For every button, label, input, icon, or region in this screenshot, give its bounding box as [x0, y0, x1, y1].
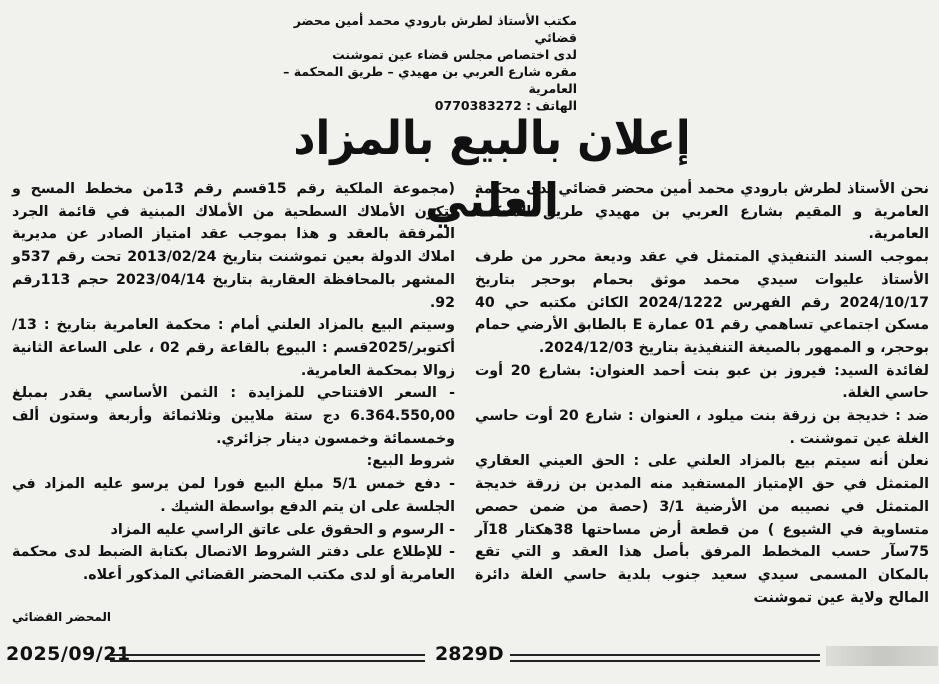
header-phone: الهاتف : 0770383272 — [434, 98, 577, 113]
newspaper-logo-watermark — [826, 646, 938, 666]
condition-payment: - دفع خمس 5/1 مبلغ البيع فورا لمن يرسو عليه المزاد في الجلسة على ان يتم الدفع بواسطة الشيك . — [12, 476, 455, 515]
footer-code: 2829D — [435, 643, 504, 665]
paragraph-opening-price: - السعر الافتتاحي للمزايدة : الثمن الأساسي يقدر بمبلغ 6.364.550,00 دج ستة ملايين وثلاثمائة وأربعة وستون ألف وخمسمائة وخمسون دينار جزائري. — [12, 385, 455, 447]
conditions-heading: شروط البيع: — [366, 453, 455, 470]
paragraph-sale-object: نعلن أنه سيتم بيع بالمزاد العلني على : الحق العيني العقاري المتمثل في حق الإمتياز المستفيد منه المدين بن زرقة خديجة المتمثل في نصيبه من الأرضية 3/1 (حصة من ضمن حصص متساوية في الشيوع ) من قطعة أرض مساحتها 38هكتار 18آر 75سآر حسب المخطط المرفق بأصل هذا العقد و التي تقع بالمكان المسمى سيدي سعيد جنوب بلدية حاسي الغلة دائرة المالح ولاية عين تموشنت — [475, 453, 929, 606]
header-jurisdiction: لدى اختصاص مجلس قضاء عين تموشنت — [332, 47, 577, 62]
paragraph-auction-date: وسيتم البيع بالمزاد العلني أمام : محكمة العامرية بتاريخ : 13/أكتوبر/2025قسم : البيوع بالقاعة رقم 02 ، على الساعة الثانية زوالا بمحكمة العامرية. — [12, 317, 455, 379]
footer-date: 2025/09/21 — [6, 643, 131, 665]
footer-rule-right — [510, 654, 820, 662]
footer-bar — [0, 641, 939, 671]
paragraph-bailiff-intro: نحن الأستاذ لطرش بارودي محمد أمين محضر قضائي لدى محكمة العامرية و المقيم بشارع العربي بن مهيدي طريق المحكمة العامرية. — [475, 181, 929, 243]
signature: المحضر القضائي — [12, 610, 112, 624]
condition-fees: - الرسوم و الحقوق على عاتق الراسي عليه المزاد — [110, 521, 455, 538]
header-address: مقره شارع العربي بن مهيدي – طريق المحكمة – العامرية — [283, 64, 577, 96]
notice-title: إعلان بالبيع بالمزاد العلني — [293, 111, 691, 229]
paragraph-beneficiary: لفائدة السيد: فيروز بن عبو بنت أحمد العنوان: بشارع 20 أوت حاسي الغلة. — [475, 362, 929, 402]
header-office-name: مكتب الأستاذ لطرش بارودي محمد أمين محضر قضائي — [293, 13, 577, 45]
paragraph-property-group: (مجموعة الملكية رقم 15قسم رقم 13من مخطط المسح و تتكون الأملاك السطحية من الأملاك المبنية في قائمة الجرد المرفقة بالعقد و هذا بموجب عقد امتياز الصادر عن مديرية املاك الدولة بعين تموشنت بتاريخ 2013/02/24 تحت رقم 537و المشهر بالمحافظة العقارية بتاريخ 2023/04/14 حجم 113رقم 92. — [12, 181, 455, 311]
condition-specifications: - للإطلاع على دفتر الشروط الاتصال بكتابة الضبط لدى محكمة العامرية أو لدى مكتب المحضر القضائي المذكور أعلاه. — [12, 544, 455, 583]
footer-rule-left — [110, 654, 425, 662]
paragraph-debtor: ضد : خديجة بن زرقة بنت ميلود ، العنوان : شارع 20 أوت حاسي الغلة عين تموشنت . — [475, 408, 929, 447]
right-column — [475, 178, 929, 609]
bailiff-office-header — [247, 12, 577, 114]
paragraph-executive-title: بموجب السند التنفيذي المتمثل في عقد وديعة محرر من طرف الأستاذ عليوات سيدي محمد موثق بحمام بوحجر بتاريخ 2024/10/17 رقم الفهرس 2024/1222 الكائن مكتبه حي 40 مسكن اجتماعي تساهمي رقم 01 عمارة E بالطابق الأرضي حمام بوحجر، و الممهور بالصيغة التنفيذية بتاريخ 2024/12/03. — [475, 249, 930, 356]
left-column — [12, 178, 455, 587]
